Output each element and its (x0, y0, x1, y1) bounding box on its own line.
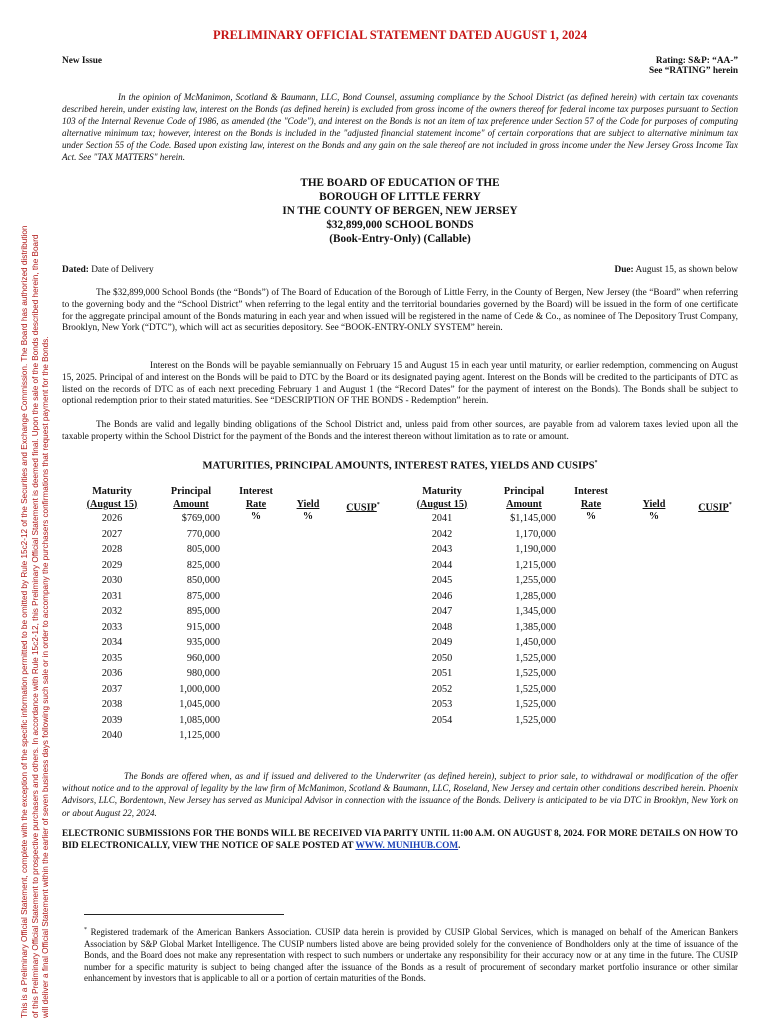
principal-header: Principal Amount (170, 486, 212, 510)
principal-amount: 1,085,000 (179, 714, 220, 726)
side-notice (20, 18, 80, 1018)
principal-amount: 935,000 (186, 637, 220, 648)
footnote (84, 925, 738, 985)
right-yield-column (634, 486, 674, 524)
maturity-year: 2046 (431, 590, 453, 602)
offering-paragraph: The Bonds are offered when, as and if issued and delivered to the Underwriter (as defined herein), subject to prior sale, to withdrawal or modification of the offer without notice and to the approval of legality by the law firm of McManimon, Scotland & Baumann, LLC, Roseland, New Jersey and certain other conditions described herein. Phoenix Advisors, LLC, Bordentown, New Jersey has served as Municipal Advisor in connection with the issuance of the Bonds. Delivery is anticipated to be via DTC in Brooklyn, New York on or about August 22, 2024. (62, 771, 738, 818)
maturity-year: 2031 (101, 590, 123, 602)
bonds-description-paragraph: The $32,899,000 School Bonds (the “Bonds”) of The Board of Education of the Borough of Little Ferry, in the County of Bergen, New Jersey (the “Board” when referring to the governing body and the “School District” when referring to the legal entity and the territorial boundaries governed by the Board) will be issued in the form of one certificate for the aggregate principal amount of the Bonds maturing in each year and when issued will be registered in the name of Cede & Co., as nominee of The Depository Trust Company, Brooklyn, New York (“DTC”), which will act as securities depository. See “BOOK-ENTRY-ONLY SYSTEM” herein. (62, 288, 738, 334)
principal-amount: 1,450,000 (515, 637, 556, 648)
maturity-year: 2053 (431, 699, 453, 710)
side-notice-line: of this Preliminary Official Statement to prospective purchasers and others. In accordance with Rule 15c2-12, this Preliminary Official Statement is deemed final. Upon the sale of the Bonds described herein, the Board (30, 234, 40, 1018)
maturity-year: 2035 (101, 652, 123, 664)
cusip-header: CUSIP* (698, 501, 732, 513)
maturity-year: 2027 (101, 528, 123, 540)
due-line (62, 265, 738, 275)
right-interest-column (566, 486, 616, 524)
principal-amount: 1,170,000 (515, 528, 556, 540)
new-issue-label: New Issue (62, 56, 103, 66)
left-cusip-column (338, 486, 388, 514)
principal-amount: 1,215,000 (515, 559, 556, 571)
principal-amount: 1,045,000 (179, 699, 220, 710)
left-interest-column (232, 486, 280, 524)
footnote-divider (84, 914, 284, 915)
due-label: Due: (614, 265, 634, 275)
principal-amount: 1,285,000 (515, 590, 556, 602)
maturity-year: 2038 (101, 699, 123, 710)
issuer-heading (62, 176, 738, 246)
maturity-year: 2042 (431, 528, 453, 540)
right-year-list (400, 511, 484, 728)
maturity-year: 2032 (101, 606, 123, 617)
maturity-year: 2026 (101, 513, 123, 524)
cusip-header: CUSIP* (346, 501, 380, 513)
footnote-marker: * (594, 460, 598, 466)
principal-amount: 1,125,000 (179, 730, 220, 741)
maturity-year: 2033 (101, 621, 123, 633)
maturity-year: 2044 (431, 559, 453, 571)
issuer-line: THE BOARD OF EDUCATION OF THE (300, 177, 500, 189)
left-principal-column (162, 486, 220, 744)
maturity-year: 2047 (431, 606, 453, 617)
side-notice-line: will deliver a final Official Statement within the earlier of seven business days following such sale or in order to accompany the purchasers confirmations that request payment for the Bonds. (41, 336, 51, 1018)
maturity-header: Maturity (August 15) (86, 486, 138, 510)
yield-header: Yield % (296, 498, 320, 522)
principal-amount: $769,000 (181, 513, 220, 524)
principal-amount: 1,525,000 (515, 699, 556, 710)
principal-amount: 895,000 (186, 606, 220, 617)
principal-amount: 850,000 (186, 575, 220, 586)
left-yield-column (288, 486, 328, 524)
maturity-year: 2045 (431, 575, 453, 586)
maturity-year: 2028 (101, 544, 123, 555)
obligation-paragraph (62, 420, 738, 444)
maturity-year: 2029 (101, 559, 123, 571)
right-maturity-column (400, 486, 484, 728)
maturity-year: 2040 (101, 730, 123, 741)
principal-amount: 1,525,000 (515, 683, 556, 695)
document-title: PRELIMINARY OFFICIAL STATEMENT DATED AUGUST 1, 2024 (212, 28, 588, 42)
maturity-year: 2054 (431, 714, 453, 726)
principal-amount: 1,525,000 (515, 668, 556, 679)
principal-amount: 960,000 (186, 652, 220, 664)
interest-rate-header: Interest Rate % (574, 486, 608, 522)
interest-paragraph: Interest on the Bonds will be payable semiannually on February 15 and August 15 in each year until maturity, or earlier redemption, commencing on August 15, 2025. Principal of and interest on the Bonds will be paid to DTC by the Board or its designated paying agent. Interest on the Bonds will be credited to the participants of DTC as listed on the records of DTC as of each next preceding February 1 and August 1 (the “Record Dates” for the payment of interest on the Bonds). The Bonds shall be subject to optional redemption prior to their stated maturities. See “DESCRIPTION OF THE BONDS - Redemption” herein. (62, 361, 738, 407)
maturity-year: 2050 (431, 652, 453, 664)
principal-amount: 875,000 (186, 590, 220, 602)
principal-amount: 1,385,000 (515, 621, 556, 633)
interest-rate-header: Interest Rate % (239, 486, 273, 522)
electronic-bidding-notice: ELECTRONIC SUBMISSIONS FOR THE BONDS WILL BE RECEIVED VIA PARITY UNTIL 11:00 A.M. ON AUGUST 8, 2024. FOR MORE DETAILS ON HOW TO BID ELECTRONICALLY, VIEW THE NOTICE OF SALE POSTED AT WWW. MUNIHUB.COM. (62, 829, 738, 852)
rating-line: Rating: S&P: “AA-” (655, 56, 738, 66)
tax-opinion-paragraph: In the opinion of McManimon, Scotland & Baumann, LLC, Bond Counsel, assuming compliance by the School District (as defined herein) with certain tax covenants described herein, under existing law, interest on the Bonds (as defined herein) is excluded from gross income of the owners thereof for federal income tax purposes pursuant to Section 103 of the Internal Revenue Code of 1986, as amended (the "Code"), and interest on the Bonds is not an item of tax preference under Section 57 of the Code for purposes of computing alternative minimum tax; however, interest on the Bonds is included in the "adjusted financial statement income" of certain corporations that are subject to alternative minimum tax under Section 55 of the Code. Based upon existing law, interest on the Bonds and any gain on the sale thereof are not included in gross income under the New Jersey Gross Income Tax Act. See "TAX MATTERS" herein. (62, 92, 738, 162)
dated-value: Date of Delivery (91, 265, 154, 275)
principal-amount: 1,000,000 (179, 683, 220, 695)
maturity-header: Maturity (August 15) (416, 486, 468, 510)
maturity-year: 2034 (101, 637, 123, 648)
bond-type: (Book-Entry-Only) (Callable) (329, 233, 471, 245)
maturity-year: 2052 (431, 683, 453, 695)
maturity-year: 2037 (101, 683, 123, 695)
issuer-line: BOROUGH OF LITTLE FERRY (319, 191, 481, 203)
dated-label: Dated: (62, 265, 89, 275)
footnote-marker: * (84, 927, 87, 933)
principal-amount: 1,525,000 (515, 652, 556, 664)
principal-amount: 1,345,000 (515, 606, 556, 617)
bond-amount: $32,899,000 SCHOOL BONDS (326, 219, 474, 231)
right-amount-list (492, 511, 556, 728)
left-maturity-column (72, 486, 152, 744)
obligation-text: The Bonds are valid and legally binding obligations of the School District and, unless paid from other sources, are payable from ad valorem taxes levied upon all the taxable property within the School District for the payment of the Bonds and the interest thereon without limitation as to rate or amount. (62, 420, 738, 442)
maturity-year: 2051 (431, 668, 453, 679)
principal-amount: 1,525,000 (515, 714, 556, 726)
principal-amount: 980,000 (186, 668, 220, 679)
maturity-year: 2036 (101, 668, 123, 679)
principal-amount: 1,190,000 (515, 544, 556, 555)
principal-amount: 915,000 (186, 621, 220, 633)
right-principal-column (492, 486, 556, 728)
rating-reference: See “RATING” herein (648, 66, 738, 76)
maturity-year: 2039 (101, 714, 123, 726)
footnote-text: Registered trademark of the American Bankers Association. CUSIP data herein is provided by CUSIP Global Services, which is managed on behalf of the American Bankers Association by S&P Global Market Intelligence. The CUSIP numbers listed above are being provided solely for the convenience of Bondholders only at the time of issuance of the Bonds, and the Board does not make any representation with respect to such numbers or undertake any responsibility for their accuracy now or at any time in the future. The CUSIP number for a specific maturity is subject to being changed after the issuance of the Bonds as a result of procurement of secondary market portfolio insurance or other similar enhancement by investors that is applicable to all or a portion of certain maturities of the Bonds. (84, 926, 738, 984)
principal-amount: 1,255,000 (515, 575, 556, 586)
principal-header: Principal Amount (503, 486, 545, 510)
munihub-link[interactable]: WWW. MUNIHUB.COM (355, 841, 459, 852)
maturity-year: 2048 (431, 621, 453, 633)
left-amount-list (162, 511, 220, 744)
principal-amount: $1,145,000 (510, 513, 556, 524)
principal-amount: 770,000 (186, 528, 220, 540)
principal-amount: 805,000 (186, 544, 220, 555)
left-year-list (72, 511, 152, 744)
maturity-year: 2043 (431, 544, 453, 555)
side-notice-line: This is a Preliminary Official Statement, complete with the exception of the specific information permitted to be omitted by Rule 15c2-12 of the Securities and Exchange Commission. The Board has authorized distribution (20, 225, 29, 1018)
yield-header: Yield % (642, 498, 666, 522)
principal-amount: 825,000 (186, 559, 220, 571)
right-cusip-column (692, 486, 738, 514)
maturities-heading: MATURITIES, PRINCIPAL AMOUNTS, INTEREST RATES, YIELDS AND CUSIPS* (202, 460, 598, 472)
due-value: August 15, as shown below (635, 265, 738, 275)
maturity-year: 2049 (431, 637, 453, 648)
issuer-line: IN THE COUNTY OF BERGEN, NEW JERSEY (282, 205, 518, 217)
rating-block (62, 56, 738, 76)
maturity-year: 2030 (101, 575, 123, 586)
maturity-year: 2041 (431, 513, 453, 524)
